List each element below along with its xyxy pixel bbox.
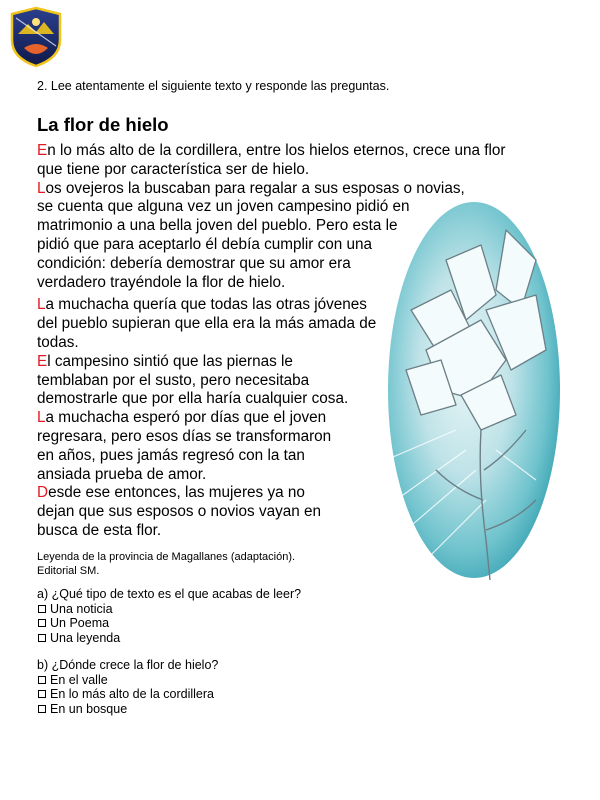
story-line: El campesino sintió que las piernas le [37,352,293,370]
story-line: Desde ese entonces, las mujeres ya no [37,484,305,502]
checkbox-icon[interactable] [38,634,46,642]
story-line: del pueblo supieran que ella era la más amada de [37,315,377,333]
story-line: todas. [37,333,79,351]
option-b-1[interactable]: En el valle [37,673,218,688]
initial-letter: E [37,142,48,159]
question-b [37,658,218,716]
option-b-3[interactable]: En un bosque [37,702,218,717]
story-line: La muchacha quería que todas las otras jóvenes [37,296,367,314]
story-line: condición: debería demostrar que su amor era [37,254,351,272]
initial-letter: L [37,409,46,427]
question-a [37,587,301,645]
story-line: pidió que para aceptarlo él debía cumplir con una [37,235,373,253]
story-line: Los ovejeros la buscaban para regalar a sus esposas o novias, [37,179,465,197]
story-line: ansiada prueba de amor. [37,465,207,483]
story-line: busca de esta flor. [37,521,162,539]
story-paragraph-1 [37,142,557,180]
checkbox-icon[interactable] [38,619,46,627]
option-a-3[interactable]: Una leyenda [37,631,301,646]
story-line: temblaban por el susto, pero necesitaba [37,371,310,389]
story-paragraph-2 [37,180,557,293]
initial-letter: E [37,352,48,370]
story-line: dejan que sus esposos o novios vayan en [37,503,322,521]
initial-letter: L [37,179,46,197]
story-paragraph-6 [37,484,557,540]
question-a-text: a) ¿Qué tipo de texto es el que acabas de leer? [37,587,302,601]
source-line: Leyenda de la provincia de Magallanes (adaptación). [37,551,296,563]
story-line: matrimonio a una bella joven del pueblo. Pero esta le [37,217,398,235]
story-paragraph-3 [37,296,557,352]
story-line: En lo más alto de la cordillera, entre los hielos eternos, crece una flor [37,142,506,159]
option-b-2[interactable]: En lo más alto de la cordillera [37,687,218,702]
option-a-2[interactable]: Un Poema [37,616,301,631]
checkbox-icon[interactable] [38,705,46,713]
story-line: que tiene por característica ser de hielo. [37,160,310,178]
story-paragraph-5 [37,409,557,484]
option-a-1[interactable]: Una noticia [37,602,301,617]
initial-letter: L [37,296,46,314]
story-line: regresara, pero esos días se transformaron [37,427,332,445]
story-line: verdadero trayéndole la flor de hielo. [37,273,286,291]
story-paragraph-4 [37,353,557,409]
story-text [37,142,557,541]
instruction-text: 2. Lee atentamente el siguiente texto y responde las preguntas. [37,79,390,93]
checkbox-icon[interactable] [38,605,46,613]
story-line: en años, pues jamás regresó con la tan [37,446,305,464]
checkbox-icon[interactable] [38,676,46,684]
initial-letter: D [37,484,49,502]
source-line: Editorial SM. [37,564,100,577]
story-line: La muchacha esperó por días que el joven [37,409,327,427]
checkbox-icon[interactable] [38,690,46,698]
school-crest-icon [8,6,64,68]
source-citation [37,551,295,578]
question-b-text: b) ¿Dónde crece la flor de hielo? [37,658,219,672]
story-line: demostrarle que por ella haría cualquier cosa. [37,390,349,408]
story-line: se cuenta que alguna vez un joven campesino pidió en [37,198,410,216]
story-title: La flor de hielo [37,114,169,135]
